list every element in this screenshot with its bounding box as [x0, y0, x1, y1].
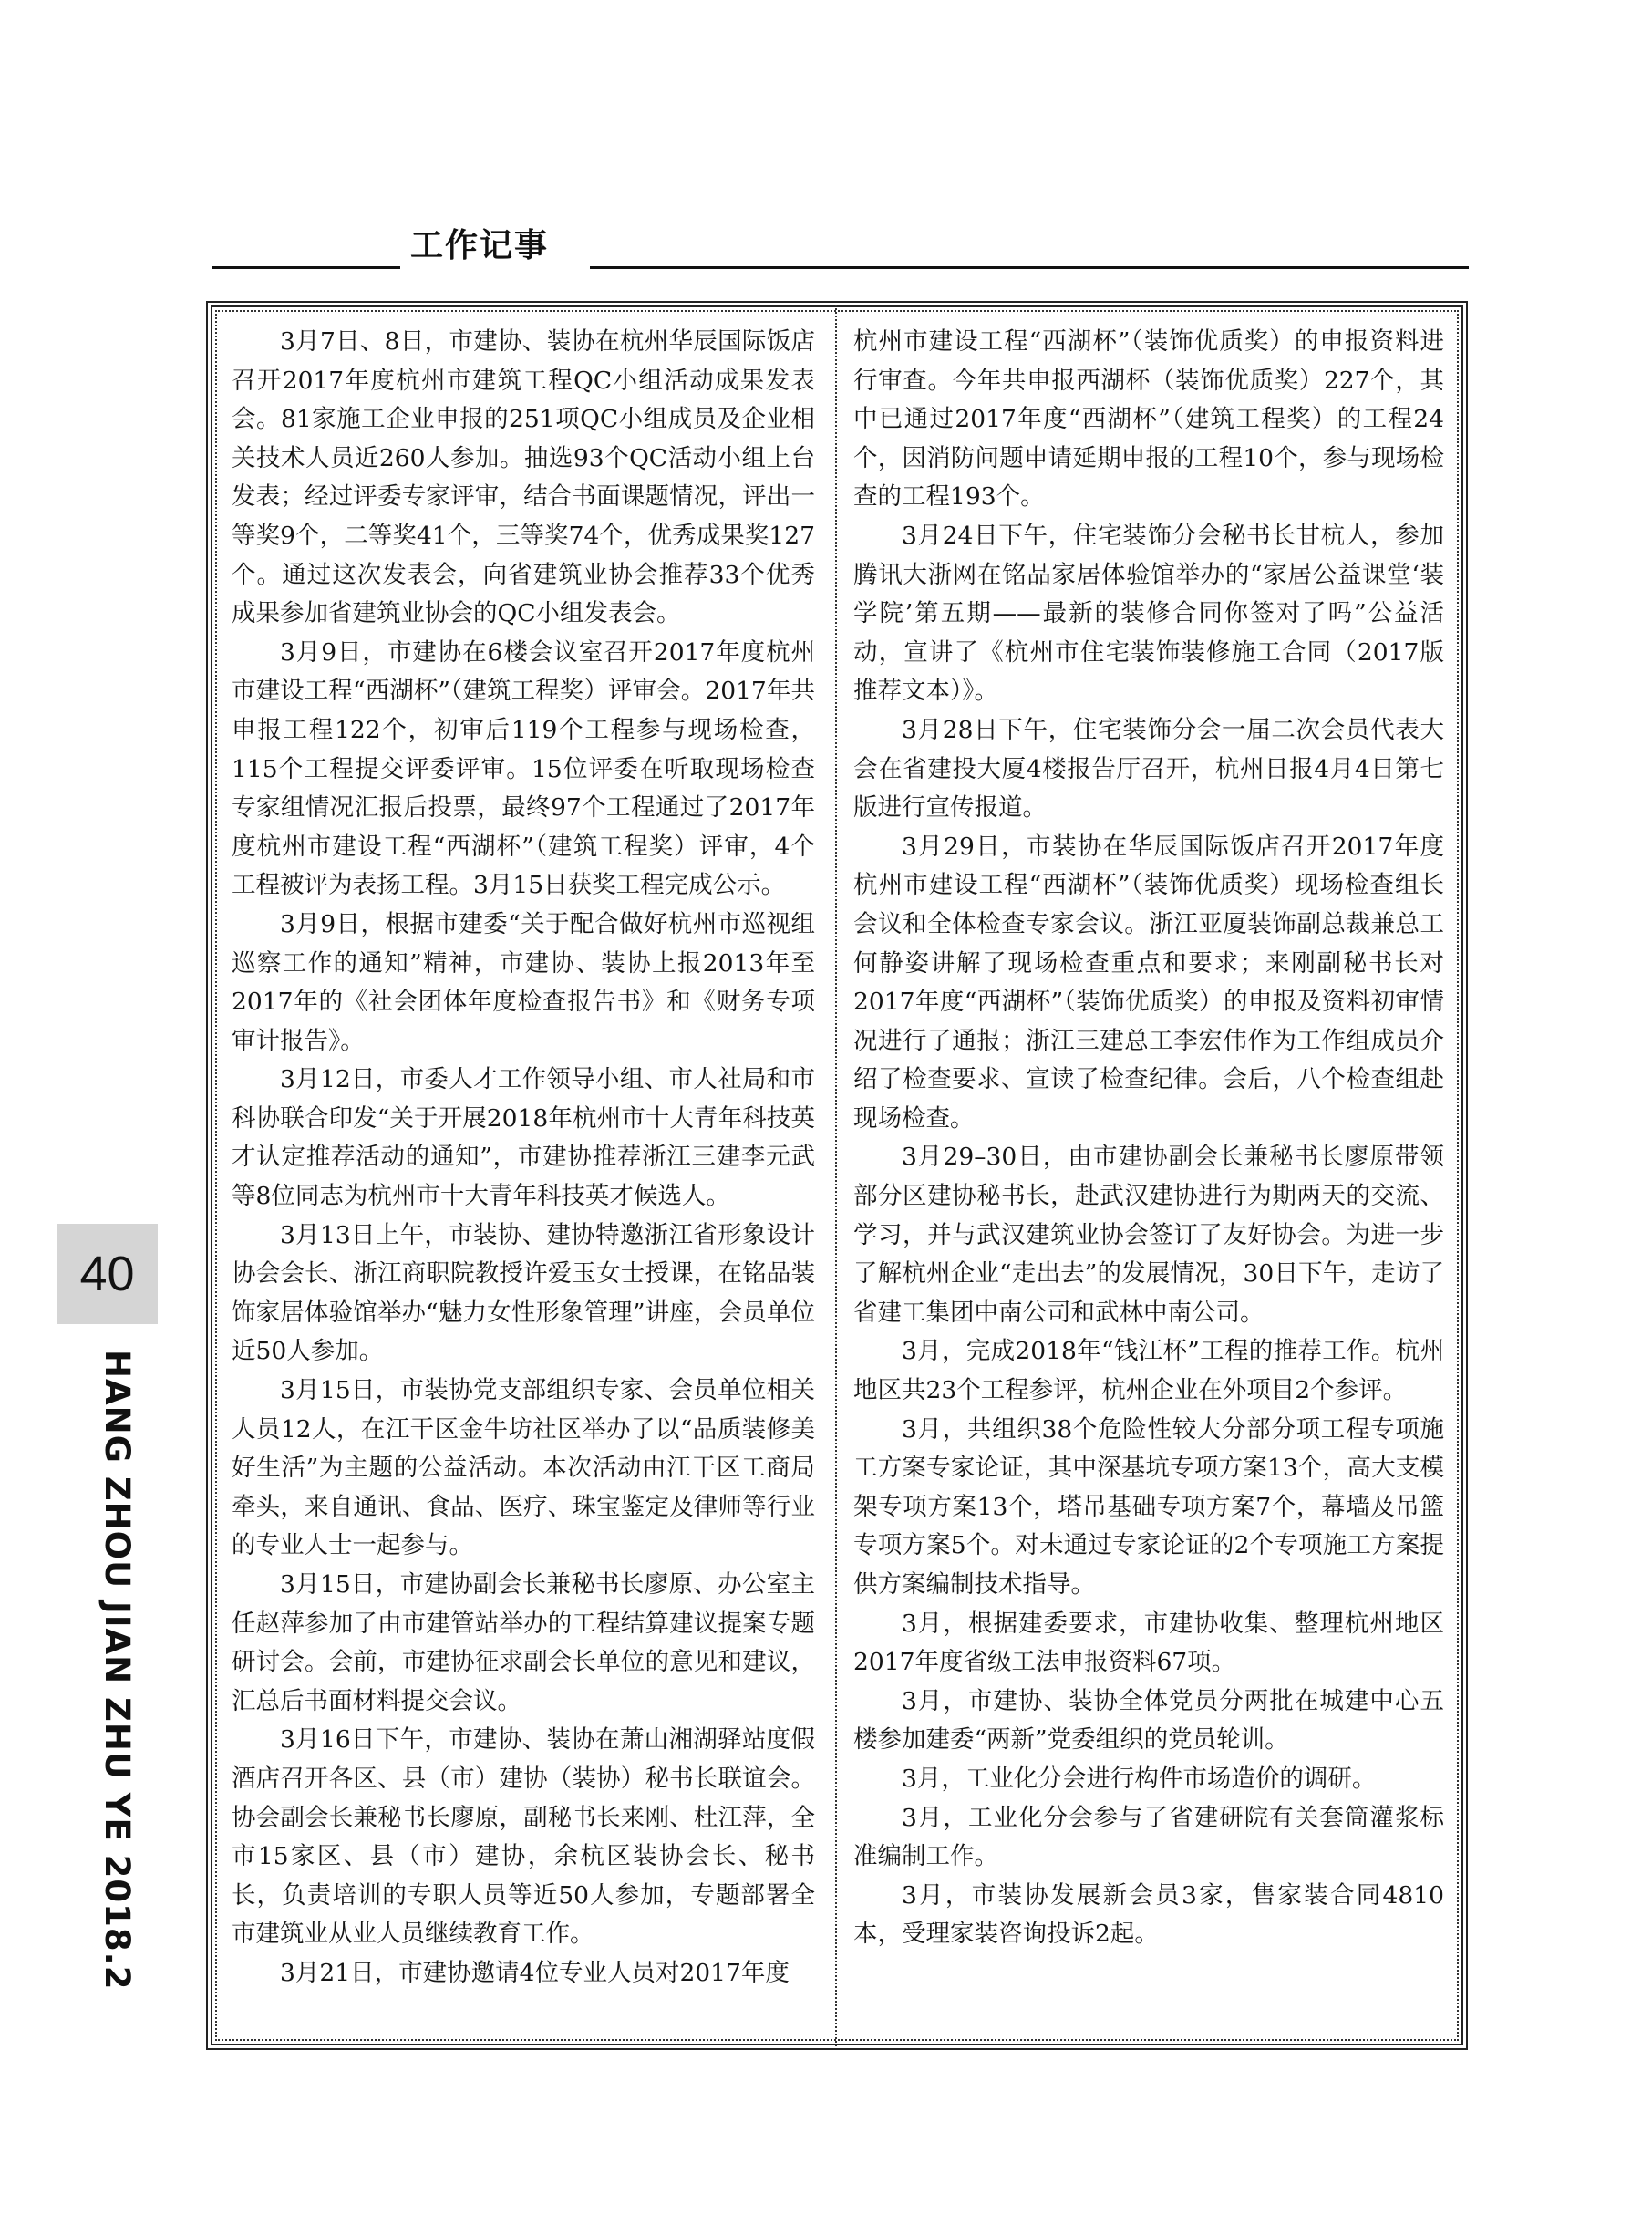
news-item: 3月，工业化分会进行构件市场造价的调研。 [902, 1764, 1377, 1793]
news-item: 3月，市建协、装协全体党员分两批在城建中心五楼参加建委“两新”党委组织的党员轮训。 [853, 1686, 1444, 1755]
left-column [232, 323, 815, 1993]
news-item: 3月，市装协发展新会员3家，售家装合同4810本，受理家装咨询投诉2起。 [853, 1880, 1444, 1949]
publication-side-label: HANG ZHOU JIAN ZHU YE 2018.2 [98, 1350, 137, 1991]
news-item: 3月13日上午，市装协、建协特邀浙江省形象设计协会会长、浙江商职院教授许爱玉女士授课，在铭品装饰家居体验馆举办“魅力女性形象管理”讲座，会员单位近50人参加。 [232, 1220, 815, 1366]
news-item: 3月12日，市委人才工作领导小组、市人社局和市科协联合印发“关于开展2018年杭州市十大青年科技英才认定推荐活动的通知”，市建协推荐浙江三建李元武等8位同志为杭州市十大青年科技英才候选人。 [232, 1065, 815, 1211]
column-divider [835, 305, 841, 2046]
section-title: 工作记事 [410, 227, 550, 264]
news-item: 3月，工业化分会参与了省建研院有关套筒灌浆标准编制工作。 [853, 1803, 1444, 1871]
news-item: 3月7日、8日，市建协、装协在杭州华辰国际饭店召开2017年度杭州市建筑工程QC小组活动成果发表会。81家施工企业申报的251项QC小组成员及企业相关技术人员近260人参加。抽选93个QC活动小组上台发表；经过评委专家评审，结合书面课题情况，评出一等奖9个，二等奖41个，三等奖74个，优秀成果奖127个。通过这次发表会，向省建筑业协会推荐33个优秀成果参加省建筑业协会的QC小组发表会。 [232, 327, 815, 628]
news-item: 3月15日，市建协副会长兼秘书长廖原、办公室主任赵萍参加了由市建管站举办的工程结算建议提案专题研讨会。会前，市建协征求副会长单位的意见和建议，汇总后书面材料提交会议。 [232, 1570, 815, 1715]
news-item: 3月9日，根据市建委“关于配合做好杭州市巡视组巡察工作的通知”精神，市建协、装协上报2013年至2017年的《社会团体年度检查报告书》和《财务专项审计报告》。 [232, 909, 815, 1055]
news-item: 3月24日下午，住宅装饰分会秘书长甘杭人，参加腾讯大浙网在铭品家居体验馆举办的“家居公益课堂‘装学院’第五期——最新的装修合同你签对了吗”公益活动，宣讲了《杭州市住宅装饰装修施工合同（2017版推荐文本）》。 [853, 521, 1444, 706]
right-column [853, 323, 1444, 1954]
news-item: 3月，共组织38个危险性较大分部分项工程专项施工方案专家论证，其中深基坑专项方案13个，高大支模架专项方案13个，塔吊基础专项方案7个，幕墙及吊篮专项方案5个。对未通过专家论证的2个专项施工方案提供方案编制技术指导。 [853, 1414, 1444, 1599]
page-number: 40 [57, 1224, 158, 1324]
news-item: 3月29日，市装协在华辰国际饭店召开2017年度杭州市建设工程“西湖杯”（装饰优质奖）现场检查组长会议和全体检查专家会议。浙江亚厦装饰副总裁兼总工何静姿讲解了现场检查重点和要求；来刚副秘书长对2017年度“西湖杯”（装饰优质奖）的申报及资料初审情况进行了通报；浙江三建总工李宏伟作为工作组成员介绍了检查要求、宣读了检查纪律。会后，八个检查组赴现场检查。 [853, 832, 1444, 1133]
news-item: 3月15日，市装协党支部组织专家、会员单位相关人员12人，在江干区金牛坊社区举办了以“品质装修美好生活”为主题的公益活动。本次活动由江干区工商局牵头，来自通讯、食品、医疗、珠宝鉴定及律师等行业的专业人士一起参与。 [232, 1376, 815, 1560]
news-item-continued: 杭州市建设工程“西湖杯”（装饰优质奖）的申报资料进行审查。今年共申报西湖杯（装饰优质奖）227个，其中已通过2017年度“西湖杯”（建筑工程奖）的工程24个，因消防问题申请延期申报的工程10个，参与现场检查的工程193个。 [853, 327, 1444, 512]
news-item: 3月28日下午，住宅装饰分会一届二次会员代表大会在省建投大厦4楼报告厅召开，杭州日报4月4日第七版进行宣传报道。 [853, 715, 1444, 823]
header-rule-right [590, 266, 1469, 269]
news-item: 3月16日下午，市建协、装协在萧山湘湖驿站度假酒店召开各区、县（市）建协（装协）秘书长联谊会。协会副会长兼秘书长廖原，副秘书长来刚、杜江萍，全市15家区、县（市）建协，余杭区装协会长、秘书长，负责培训的专职人员等近50人参加，专题部署全市建筑业从业人员继续教育工作。 [232, 1725, 815, 1949]
news-item: 3月，完成2018年“钱江杯”工程的推荐工作。杭州地区共23个工程参评，杭州企业在外项目2个参评。 [853, 1337, 1444, 1405]
news-item: 3月21日，市建协邀请4位专业人员对2017年度 [280, 1958, 790, 1987]
news-item: 3月29–30日，由市建协副会长兼秘书长廖原带领部分区建协秘书长，赴武汉建协进行为期两天的交流、学习，并与武汉建筑业协会签订了友好协会。为进一步了解杭州企业“走出去”的发展情况，30日下午，走访了省建工集团中南公司和武林中南公司。 [853, 1143, 1444, 1327]
news-item: 3月9日，市建协在6楼会议室召开2017年度杭州市建设工程“西湖杯”（建筑工程奖）评审会。2017年共申报工程122个，初审后119个工程参与现场检查，115个工程提交评委评审。15位评委在听取现场检查专家组情况汇报后投票，最终97个工程通过了2017年度杭州市建设工程“西湖杯”（建筑工程奖）评审，4个工程被评为表扬工程。3月15日获奖工程完成公示。 [232, 637, 815, 900]
news-item: 3月，根据建委要求，市建协收集、整理杭州地区2017年度省级工法申报资料67项。 [853, 1609, 1444, 1677]
header-rule-left [212, 266, 400, 269]
